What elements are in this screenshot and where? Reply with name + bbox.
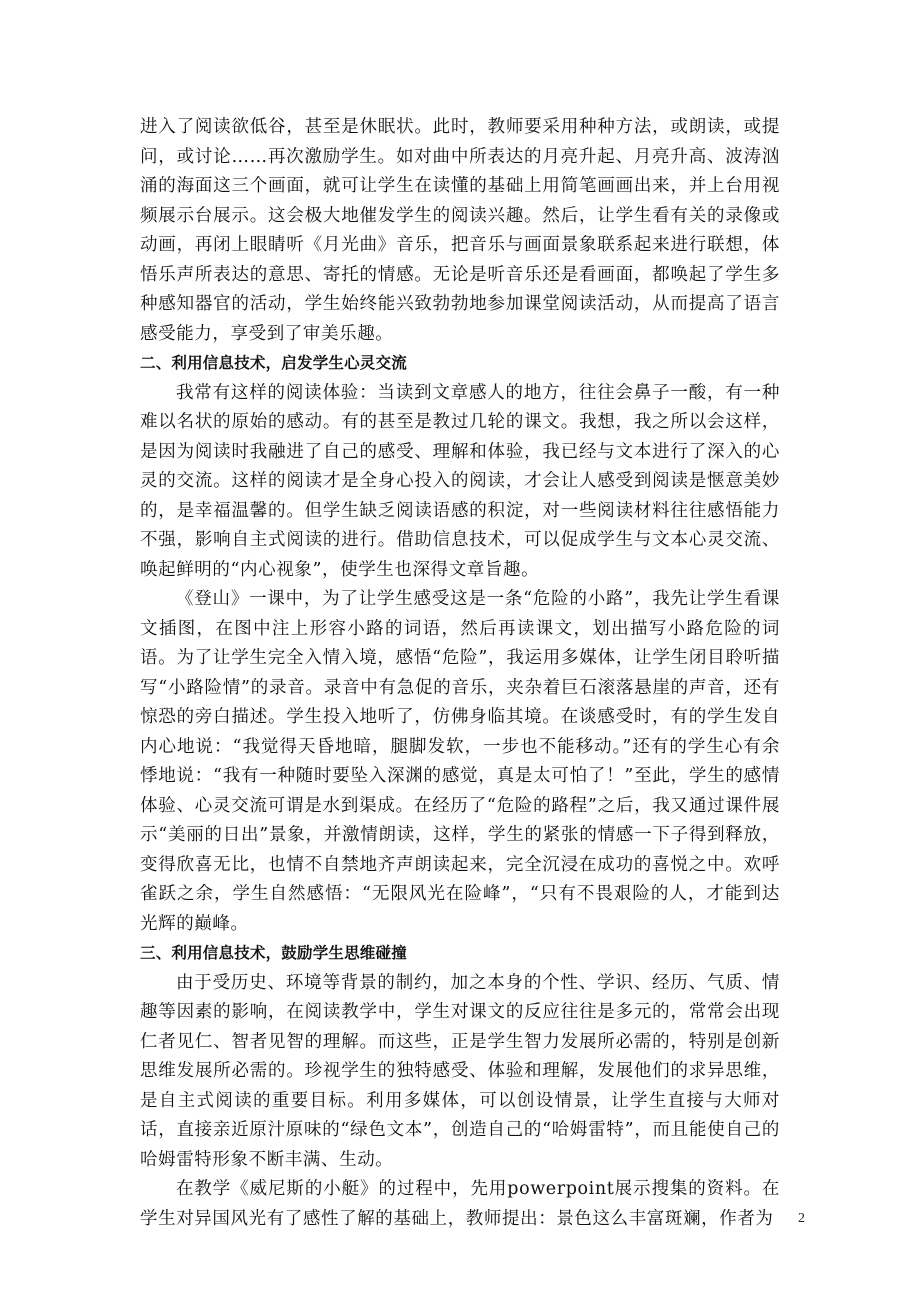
paragraph-3: 《登山》一课中，为了让学生感受这是一条“危险的小路”，我先让学生看课文插图，在图中注上形容小路的词语，然后再读课文，划出描写小路危险的词语。为了让学生完全入情入境，感悟“危险”，我运用多媒体，让学生闭目聆听描写“小路险情”的录音。录音中有急促的音乐，夹杂着巨石滚落悬崖的声音，还有惊恐的旁白描述。学生投入地听了，仿佛身临其境。在谈感受时，有的学生发自内心地说：“我觉得天昏地暗，腿脚发软，一步也不能移动。”还有的学生心有余悸地说：“我有一种随时要坠入深渊的感觉，真是太可怕了！”至此，学生的感情体验、心灵交流可谓是水到渠成。在经历了“危险的路程”之后，我又通过课件展示“美丽的日出”景象，并激情朗读，这样，学生的紧张的情感一下子得到释放，变得欣喜无比，也情不自禁地齐声朗读起来，完全沉浸在成功的喜悦之中。欢呼雀跃之余，学生自然感悟：“无限风光在险峰”，“只有不畏艰险的人，才能到达光辉的巅峰。 (140, 589, 780, 934)
section-heading-3: 三、利用信息技术，鼓励学生思维碰撞 (140, 944, 407, 962)
paragraph-5: 在教学《威尼斯的小艇》的过程中，先用powerpoint展示搜集的资料。在学生对异国风光有了感性了解的基础上，教师提出：景色这么丰富斑斓，作者为 (140, 1179, 780, 1229)
paragraph-1: 进入了阅读欲低谷，甚至是休眠状。此时，教师要采用种种方法，或朗读，或提问，或讨论……再次激励学生。如对曲中所表达的月亮升起、月亮升高、波涛汹涌的海面这三个画面，就可让学生在读懂的基础上用简笔画画出来，并上台用视频展示台展示。这会极大地催发学生的阅读兴趣。然后，让学生看有关的录像或动画，再闭上眼睛听《月光曲》音乐，把音乐与画面景象联系起来进行联想，体悟乐声所表达的意思、寄托的情感。无论是听音乐还是看画面，都唤起了学生多种感知器官的活动，学生始终能兴致勃勃地参加课堂阅读活动，从而提高了语言感受能力，享受到了审美乐趣。 (140, 117, 780, 344)
paragraph-4: 由于受历史、环境等背景的制约，加之本身的个性、学识、经历、气质、情趣等因素的影响，在阅读教学中，学生对课文的反应往往是多元的，常常会出现仁者见仁、智者见智的理解。而这些，正是学生智力发展所必需的，特别是创新思维发展所必需的。珍视学生的独特感受、体验和理解，发展他们的求异思维，是自主式阅读的重要目标。利用多媒体，可以创设情景，让学生直接与大师对话，直接亲近原汁原味的“绿色文本”，创造自己的“哈姆雷特”，而且能使自己的哈姆雷特形象不断丰满、生动。 (140, 972, 780, 1170)
body-text (140, 113, 780, 1234)
section-heading-2: 二、利用信息技术，启发学生心灵交流 (140, 354, 407, 372)
page-number: 2 (798, 1211, 805, 1226)
paragraph-2: 我常有这样的阅读体验：当读到文章感人的地方，往往会鼻子一酸，有一种难以名状的原始的感动。有的甚至是教过几轮的课文。我想，我之所以会这样，是因为阅读时我融进了自己的感受、理解和体验，我已经与文本进行了深入的心灵的交流。这样的阅读才是全身心投入的阅读，才会让人感受到阅读是惬意美妙的，是幸福温馨的。但学生缺乏阅读语感的积淀，对一些阅读材料往往感悟能力不强，影响自主式阅读的进行。借助信息技术，可以促成学生与文本心灵交流、唤起鲜明的“内心视象”，使学生也深得文章旨趣。 (140, 382, 780, 580)
